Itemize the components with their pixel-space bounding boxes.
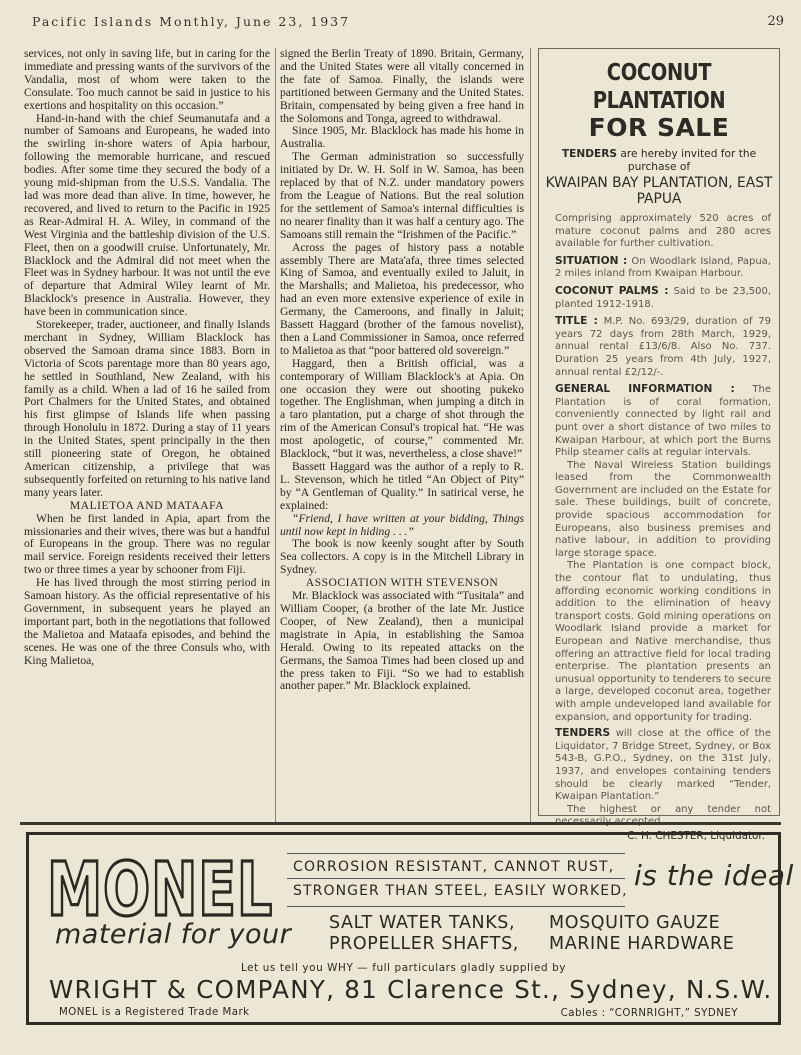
property-name: KWAIPAN BAY PLANTATION, EAST PAPUA — [545, 175, 773, 207]
situation-text: On Woodlark Island, Papua, 2 miles inland from Kwaipan Harbour. — [555, 255, 771, 280]
column-divider — [275, 48, 276, 823]
paragraph: The book is now keenly sought after by South Sea collectors. A copy is in the Mitchell Library in Sydney. — [280, 537, 524, 577]
paragraph: services, not only in saving life, but in caring for the immediate and pressing wants of the survivors of the Vandalia, most of whom were taken to the Consulate. Too much cannot be said in justice to his exertions and hospitality on this occasion.” — [24, 47, 270, 112]
general-text: The Plantation is of coral formation, conveniently connected by light rail and punt over a short distance of two miles to Kwaipan Harbour, at which port the Burns Philp steamer calls at regular intervals. — [555, 384, 771, 459]
column-divider — [530, 48, 531, 823]
trademark-note: MONEL is a Registered Trade Mark — [59, 1007, 250, 1018]
running-title: Pacific Islands Monthly, June 23, 1937 — [32, 14, 351, 29]
ad-tenders-invite — [539, 148, 779, 174]
close-label: TENDERS — [555, 727, 611, 740]
company-address: WRIGHT & COMPANY, 81 Clarence St., Sydney, N.S.W. — [49, 975, 773, 1004]
claims-divider — [287, 878, 625, 879]
monel-advertisement — [26, 829, 794, 1025]
section-rule — [20, 822, 781, 825]
ideal-tagline: is the ideal — [634, 859, 794, 892]
ad-general — [555, 383, 771, 460]
plantation-advertisement — [538, 48, 780, 842]
claim-line-1: CORROSION RESISTANT, CANNOT RUST, — [293, 859, 615, 875]
paragraph: Mr. Blacklock was associated with “Tusitala” and William Cooper, (a brother of the late Mr. Justice Cooper, of New Zealand), then a municipal magistrate in Apia, in establishing the Samoa Herald. Owing to its repeated attacks on the Germans, the Samoa Times had been closed up and the press taken to Fiji. “So we had to establish another paper.” Mr. Blacklock explained. — [280, 589, 524, 693]
paragraph: He has lived through the most stirring period in Samoan history. As the official representative of his Government, in subsequent years he played an important part, both in the negotiations that followed the Malietoa and Mataafa episodes, and behind the scenes. He was one of the three Consuls who, with King Malietoa, — [24, 576, 270, 667]
article-column-1 — [24, 48, 270, 668]
product-list-1 — [329, 913, 519, 955]
paragraph: Across the pages of history pass a notable assembly There are Mata'afa, three times selected King of Samoa, and eventually exiled to Jaluit, in the Marshalls; and Malietoa, his predecessor, who had an even more extensive experience of exile in Germany, the Cameroons, and finally in Jaluit; Bassett Haggard (brother of the famous novelist), then a Land Commissioner in Samoa, once referred to Malietoa as that “poor battered old sovereign.” — [280, 240, 524, 357]
ad-signature: C. H. CHESTER, Liquidator. — [627, 829, 765, 842]
paragraph: Haggard, then a British official, was a contemporary of William Blacklock's at Apia. On one occasion they were out shooting pukeko together. The Englishman, when jumping a ditch in a taro plantation, put a charge of shot through the rim of the American Consul's tropical hat. “He was most apologetic, of course,” commented Mr. Blacklock, “but it was, nevertheless, a close shave!” — [280, 356, 524, 461]
product-item: SALT WATER TANKS, — [329, 913, 516, 933]
ad-intro: Comprising approximately 520 acres of mature coconut palms and 280 acres available for further cultivation. — [555, 213, 771, 250]
product-list-2 — [549, 913, 734, 955]
paragraph: Storekeeper, trader, auctioneer, and finally Islands merchant in Sydney, William Blacklock has observed the Samoan drama since 1883. Born in Victoria of Scots parentage more than 80 years ago, he settled in Southland, New Zealand, with his family as a child. When a lad of 16 he sailed from Port Chalmers for the United States, and obtained his first glimpse of Islands life when passing through Honolulu in 1872. During a stay of 11 years in the United States, spent principally in the then still pioneering state of Oregon, he obtained American citizenship, a privilege that was subsequently forfeited on returning to his native land many years later. — [24, 318, 270, 499]
paragraph: When he first landed in Apia, apart from the missionaries and their wives, there was but a handful of Europeans in the group. There was no regular mail service. Foreign residents received their letters two or three times a year by schooner from Fiji. — [24, 511, 270, 577]
ad-naval: The Naval Wireless Station buildings leased from the Commonwealth Government are included on the Estate for sale. These buildings, built of concrete, provide spacious accommodation for Europeans, also business premises and native labour, in addition to providing large storage space. — [555, 459, 771, 559]
running-header — [24, 14, 784, 34]
ad-subheadline: FOR SALE — [588, 113, 730, 142]
material-tagline: material for your — [55, 919, 292, 950]
monel-logo-text: MONEL — [47, 847, 273, 927]
verse-quote: “Friend, I have written at your bidding, Things until now kept in hiding . . .” — [280, 511, 524, 538]
ad-close — [555, 727, 771, 804]
product-item: MARINE HARDWARE — [549, 934, 735, 954]
paragraph: Since 1905, Mr. Blacklock has made his home in Australia. — [280, 124, 524, 151]
monel-logo — [43, 847, 277, 927]
title-text: M.P. No. 693/29, duration of 79 years 72 days from 28th March, 1929, annual rental £13/6/8. Also No. 737. Duration 25 years from 4th July, 1927, annual rental £2/12/-. — [555, 316, 771, 378]
cables-address: Cables : “CORNRIGHT,” SYDNEY — [560, 1008, 738, 1019]
section-heading: MALIETOA AND MATAAFA — [69, 498, 225, 512]
tenders-label: TENDERS — [561, 148, 618, 160]
ad-headline: COCONUT PLANTATION — [592, 58, 726, 114]
product-item: PROPELLER SHAFTS, — [329, 934, 519, 954]
paragraph: Bassett Haggard was the author of a reply to R. L. Stevenson, which he titled “An Object of Pity” by “A Gentleman of Quality.” In satirical verse, he explained: — [280, 460, 524, 512]
paragraph: The German administration so successfully initiated by Dr. W. H. Solf in W. Samoa, has been replaced by that of N.Z. under mandatory powers from the League of Nations. But the real solution for the settlement of Samoa's internal difficulties is no nearer finality than it was half a century ago. The Samoans still remain the “Irishmen of the Pacific.” — [280, 150, 524, 241]
ad-highest: The highest or any tender not — [567, 803, 771, 815]
section-heading: ASSOCIATION WITH STEVENSON — [305, 576, 499, 590]
ad-palms — [555, 285, 771, 311]
general-label: GENERAL INFORMATION : — [555, 383, 735, 396]
title-label: TITLE : — [555, 315, 598, 328]
ad-plantation: The Plantation is one compact block, the contour flat to undulating, thus affording economic working conditions in addition to the elimination of heavy transport costs. Gold mining operations on Woodlark Island provide a market for European and Native merchandise, thus offering an attractive field for local trading enterprise. The plantation presents an unusual opportunity to tenderers to secure a large, developed coconut area, together with ample undeveloped land available for expansion, and opportunity for trading. — [555, 560, 771, 723]
let-us-tell-line: Let us tell you WHY — full particulars gladly supplied by — [240, 962, 567, 974]
paragraph: signed the Berlin Treaty of 1890. Britain, Germany, and the United States were all vitally concerned in the fate of Samoa. Finally, the islands were partitioned between Germany and the United States. Britain, compensated by being given a free hand in the Solomons and Tonga, agreed to withdrawal. — [280, 47, 524, 125]
palms-label: COCONUT PALMS : — [555, 284, 669, 297]
ad-body — [539, 213, 779, 829]
palms-text: Said to be 23,500, planted 1912-1918. — [555, 285, 771, 310]
situation-label: SITUATION : — [555, 254, 628, 267]
article-column-2 — [280, 48, 524, 693]
page-number: 29 — [767, 14, 784, 29]
product-item: MOSQUITO GAUZE — [549, 913, 721, 933]
paragraph: Hand-in-hand with the chief Seumanutafa and a number of Samoans and Europeans, he waded into the swirling in-shore waters of Apia harbour, following the memorable hurricane, and rescued bodies. After some time they secured the body of a young mid-shipman from the U.S.S. Vandalia. The lad was more dead than alive. In time, however, he recovered, and lived to return to the Pacific in 1925 as Rear-Admiral H. A. Wiley, in command of the West Virginia and the battleship division of the U.S. Fleet, then on a goodwill cruise. Unfortunately, Mr. Blacklock and the Admiral did not meet when the Fleet was in Sydney harbour. It was not until the eve of departure that Admiral Wiley learnt of Mr. Blacklock's presence in Australia. However, they have been in communication since. — [24, 111, 270, 319]
tenders-text: are hereby invited for the purchase of — [620, 148, 757, 173]
monel-logo-graphic — [43, 847, 277, 927]
ad-situation — [555, 255, 771, 281]
close-text: will close at the office of the Liquidator, 7 Bridge Street, Sydney, or Box 543-B, G.P.O., Sydney, on the 31st July, 1937, and envelopes containing tenders should be clearly marked “Tender, Kwaipan Plantation.” — [555, 728, 771, 803]
claim-line-2: STRONGER THAN STEEL, EASILY WORKED, — [293, 883, 628, 899]
ad-title-info — [555, 315, 771, 379]
